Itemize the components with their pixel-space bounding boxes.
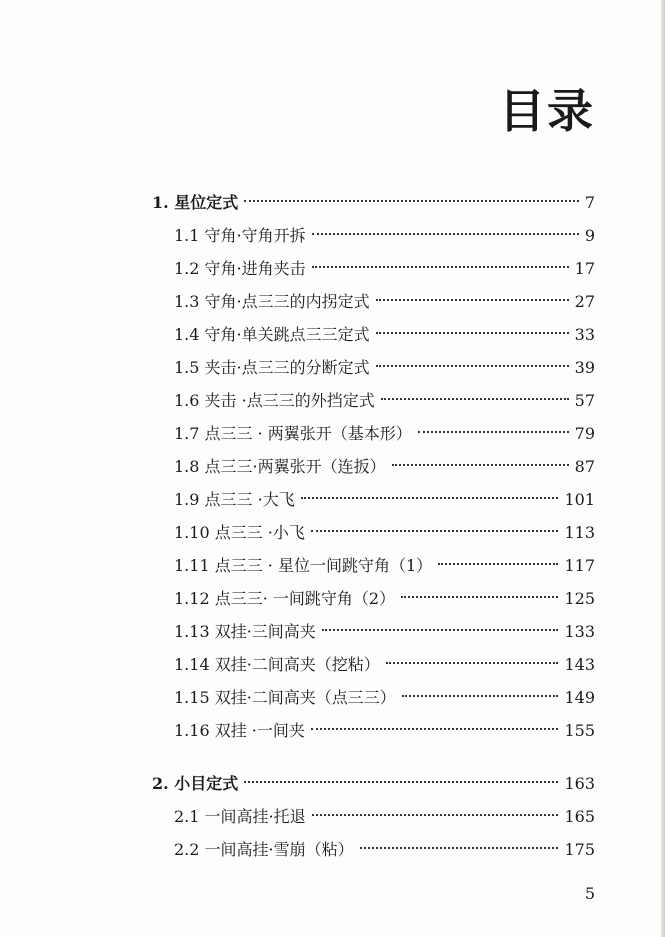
toc-entry-label: 1.15 双挂·二间高夹（点三三） (174, 688, 396, 707)
toc-section-entry (174, 219, 595, 245)
toc-entry-page: 39 (574, 358, 595, 377)
toc-entry-label: 1.2 守角·进角夹击 (174, 259, 306, 278)
dot-leader (301, 483, 559, 505)
page-title: 目录 (499, 84, 595, 138)
toc-entry-page: 175 (564, 840, 595, 859)
toc-entry-label: 2.2 一间高挂·雪崩（粘） (174, 840, 354, 859)
toc-entry-page: 143 (564, 655, 595, 674)
toc-section-entry (174, 582, 595, 608)
toc-section-entry (174, 384, 595, 410)
toc-entry-page: 149 (564, 688, 595, 707)
toc-entry-label: 1.11 点三三 · 星位一间跳守角（1） (174, 556, 433, 575)
toc-section-entry (174, 351, 595, 377)
page-number: 5 (584, 884, 595, 903)
dot-leader (322, 615, 559, 637)
toc-entry-label: 2.1 一间高挂·托退 (174, 807, 306, 826)
toc-entry-page: 7 (584, 193, 595, 212)
toc-entry-page: 155 (564, 721, 595, 740)
dot-leader (360, 833, 559, 855)
toc-section-entry (174, 516, 595, 542)
dot-leader (381, 384, 569, 406)
dot-leader (386, 648, 559, 670)
toc-entry-label: 1.1 守角·守角开拆 (174, 226, 306, 245)
toc-entry-page: 79 (574, 424, 595, 443)
toc-section-entry (174, 833, 595, 859)
toc-entry-page: 27 (574, 292, 595, 311)
toc-section-entry (174, 285, 595, 311)
toc-section-entry (174, 252, 595, 278)
dot-leader (311, 516, 559, 538)
toc-section-entry (174, 648, 595, 674)
dot-leader (438, 549, 558, 571)
dot-leader (312, 252, 569, 274)
dot-leader (392, 450, 569, 472)
toc-entry-label: 1.5 夹击·点三三的分断定式 (174, 358, 370, 377)
toc-section-entry (174, 681, 595, 707)
dot-leader (402, 681, 559, 703)
toc-section-entry (174, 549, 595, 575)
toc-section-entry (174, 450, 595, 476)
toc-section-entry (174, 615, 595, 641)
toc-entry-label: 1. 星位定式 (152, 193, 239, 212)
toc-entry-page: 87 (574, 457, 595, 476)
dot-leader (376, 318, 569, 340)
toc-entry-page: 101 (564, 490, 595, 509)
toc-entry-page: 57 (574, 391, 595, 410)
toc-entry-page: 165 (564, 807, 595, 826)
dot-leader (418, 417, 569, 439)
toc-entry-page: 17 (574, 259, 595, 278)
dot-leader (244, 186, 579, 208)
toc-entry-page: 33 (574, 325, 595, 344)
toc-section-entry (174, 714, 595, 740)
toc-entry-page: 125 (564, 589, 595, 608)
dot-leader (376, 285, 569, 307)
toc-entry-page: 163 (564, 774, 595, 793)
toc-entry-label: 1.8 点三三·两翼张开（连扳） (174, 457, 386, 476)
toc-entry-label: 1.10 点三三 ·小飞 (174, 523, 305, 542)
toc-entry-label: 1.13 双挂·三间高夹 (174, 622, 316, 641)
dot-leader (376, 351, 569, 373)
dot-leader (244, 767, 558, 789)
toc-entry-label: 1.6 夹击 ·点三三的外挡定式 (174, 391, 375, 410)
toc-chapter-entry (152, 767, 595, 793)
toc-entry-label: 1.3 守角·点三三的内拐定式 (174, 292, 370, 311)
toc-entry-label: 1.9 点三三 ·大飞 (174, 490, 295, 509)
dot-leader (312, 219, 579, 241)
toc-entry-label: 1.16 双挂 ·一间夹 (174, 721, 305, 740)
toc-section-entry (174, 800, 595, 826)
toc-entry-label: 1.12 点三三· 一间跳守角（2） (174, 589, 396, 608)
toc-entry-label: 1.4 守角·单关跳点三三定式 (174, 325, 370, 344)
toc-section-entry (174, 318, 595, 344)
dot-leader (311, 714, 559, 736)
toc-chapter-entry (152, 186, 595, 212)
toc-entry-label: 1.14 双挂·二间高夹（挖粘） (174, 655, 380, 674)
dot-leader (312, 800, 559, 822)
toc-entry-page: 117 (564, 556, 595, 575)
toc-section-entry (174, 417, 595, 443)
toc-entry-page: 133 (564, 622, 595, 641)
toc-entry-label: 2. 小目定式 (152, 774, 239, 793)
toc-section-entry (174, 483, 595, 509)
toc-entry-page: 113 (564, 523, 595, 542)
dot-leader (401, 582, 558, 604)
toc-entry-page: 9 (584, 226, 595, 245)
toc-entry-label: 1.7 点三三 · 两翼张开（基本形） (174, 424, 412, 443)
